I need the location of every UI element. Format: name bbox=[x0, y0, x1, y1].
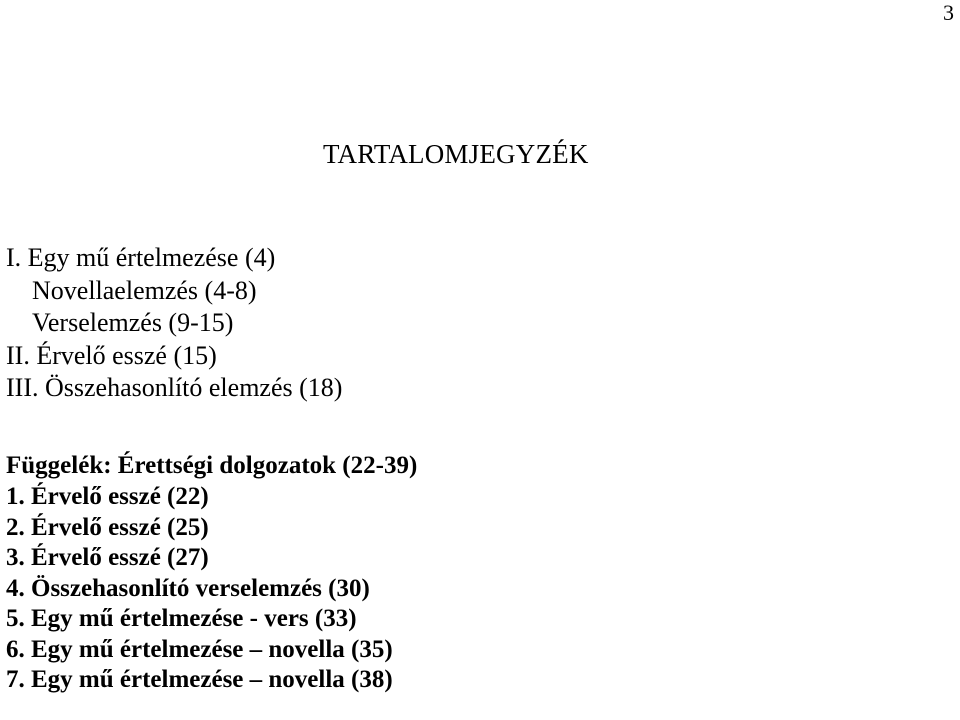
page-number: 3 bbox=[943, 0, 954, 25]
appendix-item: 5. Egy mű értelmezése - vers (33) bbox=[6, 605, 357, 632]
appendix-item: 4. Összehasonlító verselemzés (30) bbox=[6, 574, 370, 602]
page-title: TARTALOMJEGYZÉK bbox=[323, 139, 589, 169]
appendix-title: Függelék: Érettségi dolgozatok (22-39) bbox=[6, 452, 418, 479]
appendix-list bbox=[6, 482, 417, 696]
appendix-item: 2. Érvelő esszé (25) bbox=[6, 513, 209, 541]
table-of-contents bbox=[6, 242, 342, 405]
toc-entry-novellaelemzes: Novellaelemzés (4-8) bbox=[32, 275, 257, 305]
appendix-item: 3. Érvelő esszé (27) bbox=[6, 544, 209, 571]
toc-entry-verselemzes: Verselemzés (9-15) bbox=[32, 308, 234, 337]
appendix-item: 1. Érvelő esszé (22) bbox=[6, 483, 209, 510]
appendix-item: 6. Egy mű értelmezése – novella (35) bbox=[6, 635, 393, 663]
appendix-item: 7. Egy mű értelmezése – novella (38) bbox=[6, 666, 393, 693]
toc-entry-part-1: I. Egy mű értelmezése (4) bbox=[6, 243, 276, 272]
appendix-section bbox=[6, 449, 417, 696]
toc-entry-part-3: III. Összehasonlító elemzés (18) bbox=[6, 373, 343, 402]
toc-entry-part-2: II. Érvelő esszé (15) bbox=[6, 340, 217, 370]
